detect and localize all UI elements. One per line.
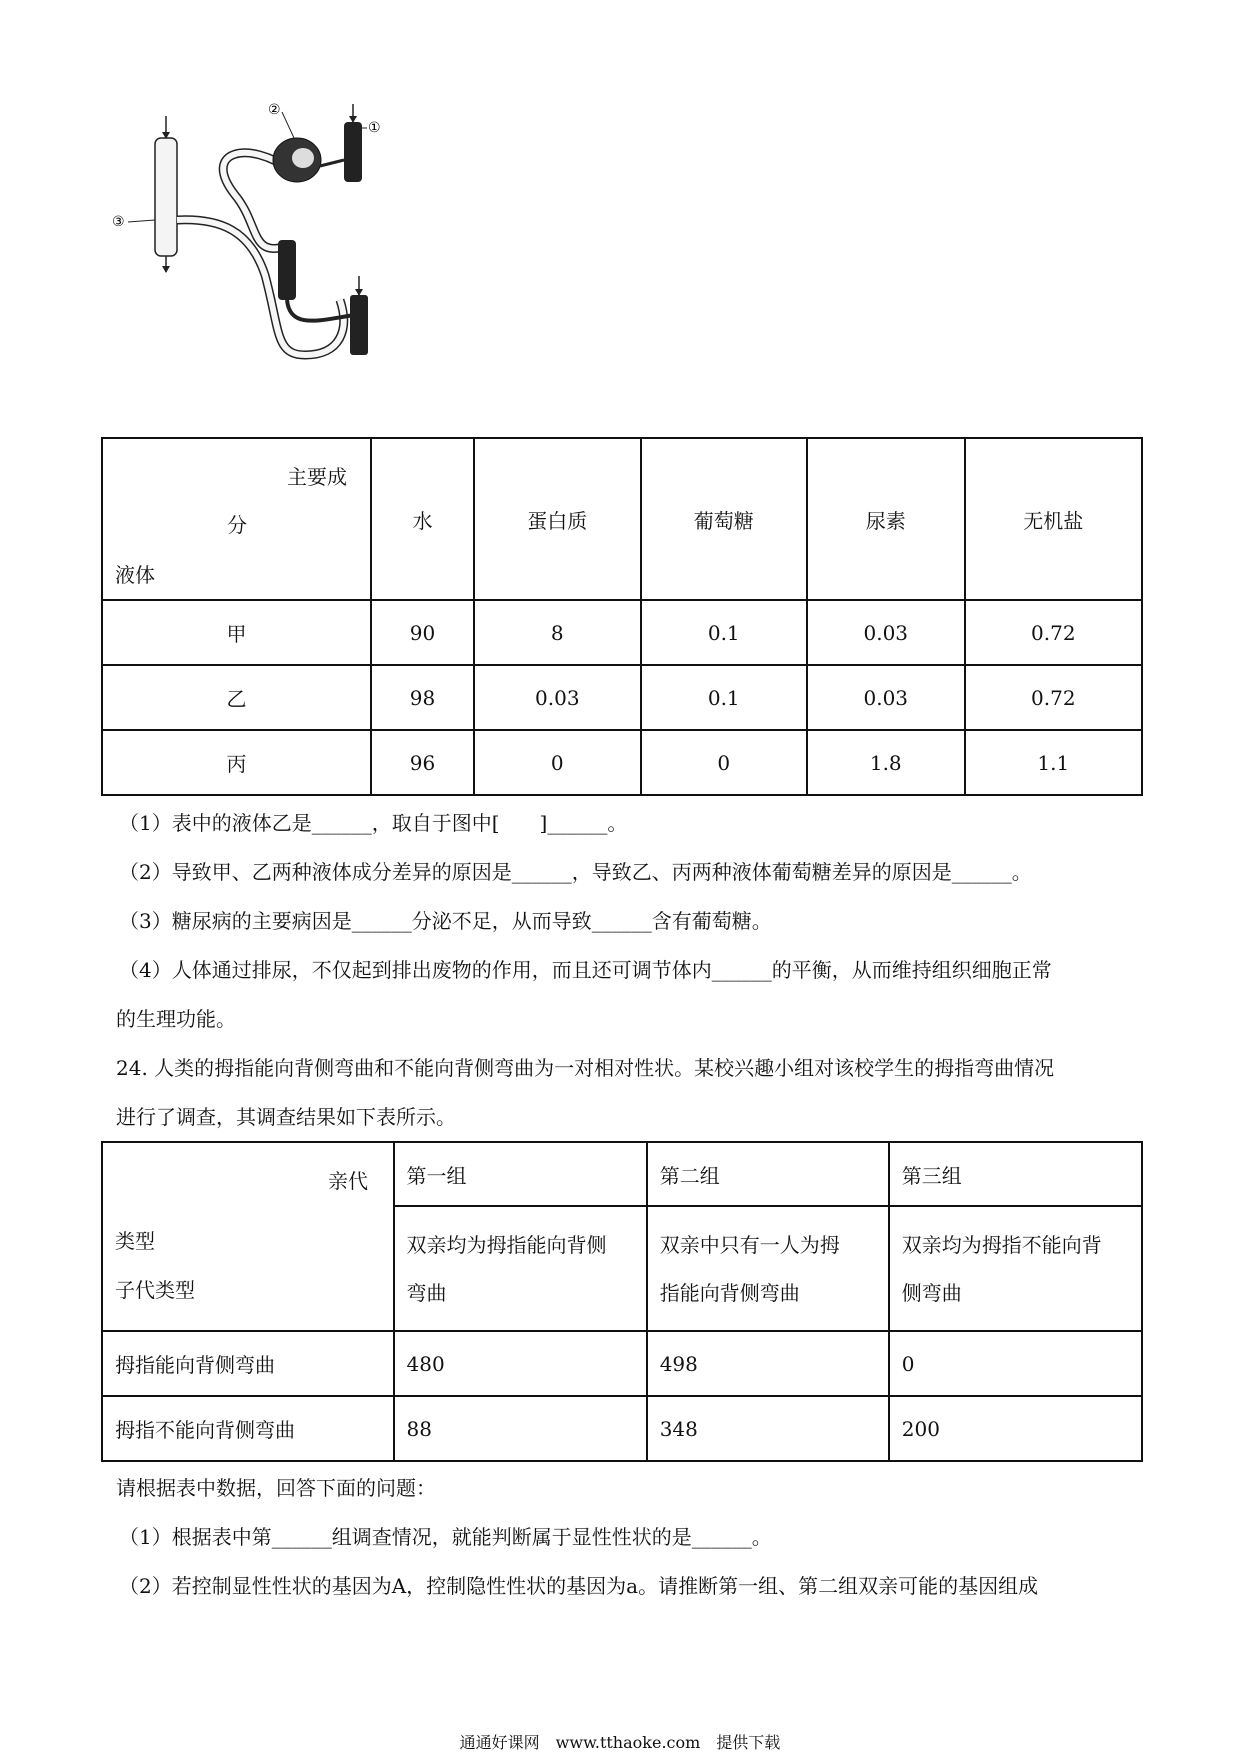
table2-group-desc-line: 双亲均为拇指不能向背 bbox=[901, 1232, 1102, 1257]
table2-group-desc bbox=[647, 1206, 889, 1331]
table1-diagonal-header bbox=[102, 438, 371, 600]
table1-row-name: 丙 bbox=[102, 730, 371, 795]
question-2-2: （2）若控制显性性状的基因为A，控制隐性性状的基因为a。请推断第一组、第二组双亲可能的基因组成 bbox=[119, 1574, 1039, 1598]
figure-label-3: ③ bbox=[112, 214, 125, 230]
table1-cell: 98 bbox=[371, 665, 474, 730]
question-24-line1: 24. 人类的拇指能向背侧弯曲和不能向背侧弯曲为一对相对性状。某校兴趣小组对该校学生的拇指弯曲情况 bbox=[116, 1056, 1055, 1080]
table1-col-header: 葡萄糖 bbox=[641, 438, 807, 600]
table2-group-header: 第三组 bbox=[889, 1142, 1142, 1206]
table2-header-bottom: 子代类型 bbox=[115, 1278, 195, 1302]
nephron-figure bbox=[100, 100, 450, 390]
figure-label-1: ① bbox=[368, 120, 381, 136]
table1-cell: 0.72 bbox=[965, 665, 1142, 730]
table2-group-desc-line: 双亲均为拇指能向背侧 bbox=[406, 1232, 607, 1257]
table1-col-header: 水 bbox=[371, 438, 474, 600]
table1-header-mid: 分 bbox=[227, 513, 247, 537]
table1-row-name: 乙 bbox=[102, 665, 371, 730]
table-row bbox=[102, 730, 1142, 795]
table2-group-desc-line: 弯曲 bbox=[406, 1280, 447, 1305]
figure-label-2: ② bbox=[268, 102, 281, 118]
table1-header-top: 主要成 bbox=[287, 465, 347, 489]
table1-cell: 0.03 bbox=[474, 665, 641, 730]
table2-cell: 498 bbox=[647, 1331, 889, 1396]
table2-row-name: 拇指不能向背侧弯曲 bbox=[102, 1396, 394, 1461]
table1-cell: 0.1 bbox=[641, 665, 807, 730]
table-row bbox=[102, 1396, 1142, 1461]
table1-cell: 8 bbox=[474, 600, 641, 665]
table2-cell: 348 bbox=[647, 1396, 889, 1461]
table1-cell: 0.1 bbox=[641, 600, 807, 665]
table2-group-desc-line: 指能向背侧弯曲 bbox=[659, 1280, 800, 1305]
table1-cell: 0 bbox=[641, 730, 807, 795]
question-1-4: （4）人体通过排尿，不仅起到排出废物的作用，而且还可调节体内______的平衡，从而维持组织细胞正常 bbox=[119, 958, 1052, 982]
table2-group-desc bbox=[889, 1206, 1142, 1331]
table2-cell: 0 bbox=[889, 1331, 1142, 1396]
question-1-2: （2）导致甲、乙两种液体成分差异的原因是______，导致乙、丙两种液体葡萄糖差异的原因是______。 bbox=[119, 860, 1032, 884]
table1-cell: 90 bbox=[371, 600, 474, 665]
table1-cell: 1.1 bbox=[965, 730, 1142, 795]
table1-cell: 0.03 bbox=[807, 600, 965, 665]
thumb-survey-table bbox=[101, 1141, 1143, 1462]
table2-diagonal-header bbox=[102, 1142, 394, 1331]
table1-cell: 1.8 bbox=[807, 730, 965, 795]
table1-col-header: 无机盐 bbox=[965, 438, 1142, 600]
table1-cell: 0.03 bbox=[807, 665, 965, 730]
table2-group-desc-line: 侧弯曲 bbox=[901, 1280, 962, 1305]
table1-row-name: 甲 bbox=[102, 600, 371, 665]
table2-cell: 88 bbox=[394, 1396, 647, 1461]
question-2-intro: 请根据表中数据，回答下面的问题： bbox=[116, 1476, 436, 1500]
table1-cell: 96 bbox=[371, 730, 474, 795]
table-row bbox=[102, 600, 1142, 665]
question-1-1: （1）表中的液体乙是______，取自于图中[ ]______。 bbox=[119, 811, 628, 835]
table1-col-header: 蛋白质 bbox=[474, 438, 641, 600]
table1-col-header: 尿素 bbox=[807, 438, 965, 600]
question-1-4-cont: 的生理功能。 bbox=[116, 1007, 236, 1031]
page-footer: 通通好课网 www.tthaoke.com 提供下载 bbox=[459, 1733, 781, 1752]
question-1-3: （3）糖尿病的主要病因是______分泌不足，从而导致______含有葡萄糖。 bbox=[119, 909, 772, 933]
table2-group-desc bbox=[394, 1206, 647, 1331]
table2-cell: 200 bbox=[889, 1396, 1142, 1461]
question-2-1: （1）根据表中第______组调查情况，就能判断属于显性性状的是______。 bbox=[119, 1525, 772, 1549]
table2-group-desc-line: 双亲中只有一人为拇 bbox=[659, 1232, 840, 1257]
table2-header-top: 亲代 bbox=[328, 1169, 368, 1193]
question-24-line2: 进行了调查，其调查结果如下表所示。 bbox=[116, 1105, 456, 1129]
table-row bbox=[102, 1331, 1142, 1396]
composition-table bbox=[101, 437, 1143, 796]
table2-row-name: 拇指能向背侧弯曲 bbox=[102, 1331, 394, 1396]
table-row bbox=[102, 665, 1142, 730]
table1-cell: 0.72 bbox=[965, 600, 1142, 665]
table2-cell: 480 bbox=[394, 1331, 647, 1396]
table1-cell: 0 bbox=[474, 730, 641, 795]
table2-group-header: 第二组 bbox=[647, 1142, 889, 1206]
table2-header-mid: 类型 bbox=[115, 1229, 155, 1253]
table1-header-bottom: 液体 bbox=[115, 563, 155, 587]
table2-group-header: 第一组 bbox=[394, 1142, 647, 1206]
